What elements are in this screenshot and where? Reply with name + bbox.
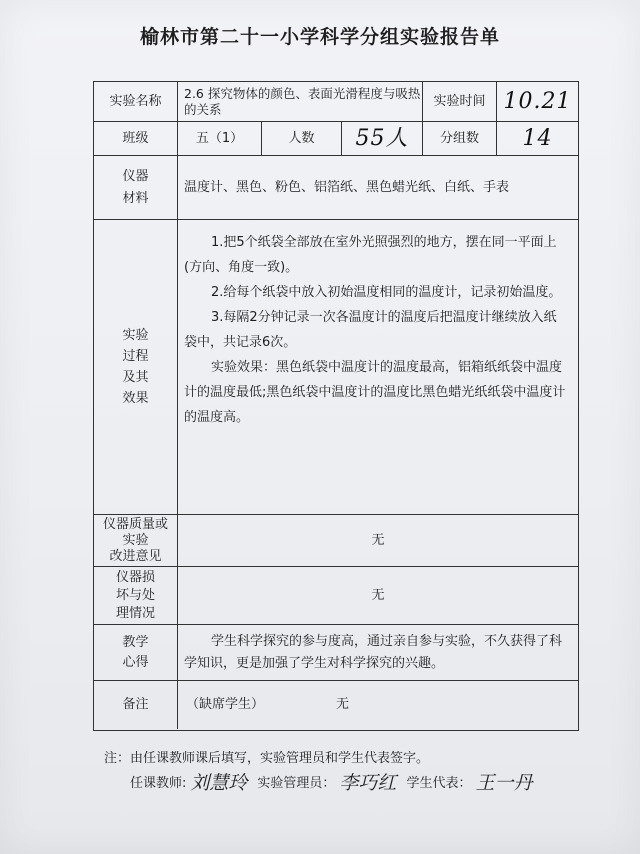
experiment-time-value: 10.21 [497,82,578,122]
headcount-label: 人数 [262,122,342,156]
group-count-value: 14 [497,122,578,156]
reflection-label-line: 教学 [122,634,149,650]
reflection-label [94,625,178,681]
remarks-label: 备注 [94,681,178,729]
experiment-name-label: 实验名称 [94,82,178,122]
improvement-label-line: 实验 [122,532,149,548]
process-label-line: 及其 [122,370,149,385]
reflection-value: 学生科学探究的参与度高，通过亲自参与实验，不久获得了科学知识，更是加强了学生对科学探究的兴趣。 [178,625,578,681]
process-result: 实验效果：黑色纸袋中温度计的温度最高，铝箱纸纸袋中温度计的温度最低;黑色纸袋中温度计的温度比黑色蜡光纸纸袋中温度计的温度高。 [184,360,566,425]
equipment-label: 仪器 材料 [94,156,178,220]
equipment-value: 温度计、黑色、粉色、铝箔纸、黑色蜡光纸、白纸、手表 [178,156,578,220]
damage-label-line: 理情况 [115,605,155,621]
experiment-time-label: 实验时间 [423,82,497,122]
experiment-name-value: 2.6 探究物体的颜色、表面光滑程度与吸热的关系 [178,82,423,122]
report-form-table [93,81,579,731]
footer-note: 注：由任课教师课后填写，实验管理员和学生代表签字。 [104,751,430,766]
absent-students-label: （缺席学生） [186,697,265,712]
process-label-line: 效果 [122,391,149,406]
class-label: 班级 [94,122,178,156]
improvement-value: 无 [178,515,578,567]
class-value: 五（1） [178,122,262,156]
admin-signature: 李巧红 [339,772,397,794]
improvement-label-line: 改进意见 [109,548,162,564]
remarks-value: 无 [336,697,350,712]
damage-label-line: 坏与处 [115,587,155,603]
student-rep-label: 学生代表： [406,776,472,791]
admin-label: 实验管理员： [257,776,336,791]
process-label-line: 实验 [122,328,149,343]
group-count-label: 分组数 [423,122,497,156]
process-label [94,220,178,515]
reflection-label-line: 心得 [122,654,149,670]
process-label-line: 过程 [122,349,149,364]
teacher-label: 任课教师: [130,776,187,791]
damage-value: 无 [178,567,578,625]
remarks-content [178,681,578,729]
damage-label [94,567,178,625]
process-step-2: 2.给每个纸袋中放入初始温度相同的温度计，记录初始温度。 [211,285,562,300]
process-content [178,220,578,515]
improvement-label [94,515,178,567]
process-step-1: 1.把5个纸袋全部放在室外光照强烈的地方，摆在同一平面上(方向、角度一致)。 [184,235,557,275]
signature-line [130,768,536,795]
teacher-signature: 刘慧玲 [190,772,248,794]
process-step-3: 3.每隔2分钟记录一次各温度计的温度后把温度计继续放入纸袋中，共记录6次。 [184,310,557,350]
headcount-value: 55人 [342,122,423,156]
page-title: 榆林市第二十一小学科学分组实验报告单 [139,26,500,48]
improvement-label-line: 仪器质量或 [102,516,168,532]
student-rep-signature: 王一丹 [475,772,533,794]
damage-label-line: 仪器损 [115,569,155,585]
